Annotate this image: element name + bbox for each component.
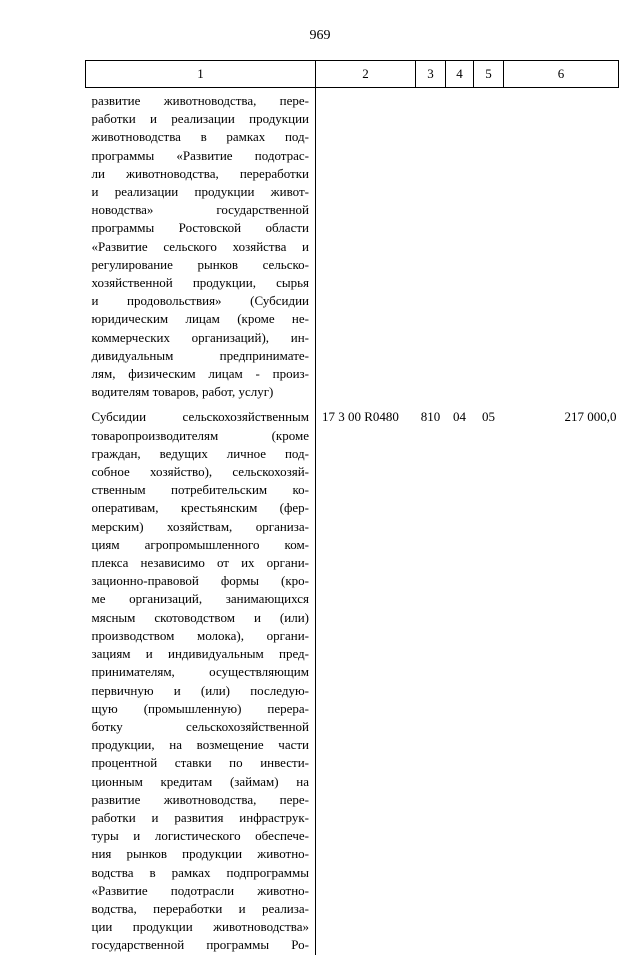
- target-article-code: [316, 88, 416, 92]
- amount: 217 000,0: [564, 409, 617, 425]
- header-col-6: 6: [504, 61, 619, 88]
- description-line: зационно-правовой формы (кро-: [91, 573, 309, 589]
- description-line: и реализации продукции живот-: [91, 184, 309, 200]
- description-line: мерским) хозяйствам, организа-: [91, 518, 309, 534]
- expense-type-code: 810: [420, 409, 441, 425]
- description-line: работки и развития инфраструк-: [91, 809, 309, 825]
- pr-cell: [474, 401, 504, 954]
- description-line: продукции, на возмещение части: [91, 737, 309, 753]
- pr-cell: [474, 88, 504, 402]
- header-col-4: 4: [446, 61, 474, 88]
- amount-cell: [504, 401, 619, 954]
- description-line: юридическим лицам (кроме не-: [91, 311, 309, 327]
- expense-type-code: [416, 88, 446, 92]
- description-line: туры и логистического обеспече-: [91, 828, 309, 844]
- description-line: циям агропромышленного ком-: [91, 536, 309, 552]
- row-description: [86, 88, 316, 401]
- description-line: принимателям, осуществляющим: [91, 664, 309, 680]
- description-line: и продовольствия» (Субсидии: [91, 293, 309, 309]
- description-line: ботку сельскохозяйственной: [91, 718, 309, 734]
- description-line: дивидуальным предпринимате-: [91, 347, 309, 363]
- description-line: программы Ростовской области: [91, 220, 309, 236]
- header-col-5: 5: [474, 61, 504, 88]
- row-description: [86, 401, 316, 954]
- description-line: Субсидии сельскохозяйственным: [91, 409, 309, 425]
- section-code: 04: [453, 409, 466, 425]
- table-row: [86, 88, 619, 402]
- description-line: коммерческих организаций), ин-: [91, 329, 309, 345]
- description-line: животноводства в рамках под-: [91, 129, 309, 145]
- description-line: развитие животноводства, пере-: [91, 791, 309, 807]
- section-code: [446, 88, 474, 92]
- description-line: водства в рамках подпрограммы: [91, 864, 309, 880]
- table-header-row: [86, 61, 619, 88]
- description-line: лям, физическим лицам - произ-: [91, 366, 309, 382]
- page-number: 969: [309, 28, 331, 43]
- description-line: ли животноводства, переработки: [91, 165, 309, 181]
- description-line: первичную и (или) последую-: [91, 682, 309, 698]
- description-line: ционным кредитам (займам) на: [91, 773, 309, 789]
- description-line: развитие животноводства, пере-: [91, 93, 309, 108]
- vr-cell: [416, 401, 446, 954]
- description-cell: [86, 88, 316, 402]
- description-line: щую (промышленную) перера-: [91, 700, 309, 716]
- description-line: собное хозяйство), сельскохозяй-: [91, 464, 309, 480]
- header-col-2: 2: [316, 61, 416, 88]
- description-line: хозяйственной продукции, сырья: [91, 275, 309, 291]
- description-line: граждан, ведущих личное под-: [91, 445, 309, 461]
- description-line: ме организаций, занимающихся: [91, 591, 309, 607]
- rz-cell: [446, 401, 474, 954]
- header-col-3: 3: [416, 61, 446, 88]
- amount-cell: [504, 88, 619, 402]
- description-line: «Развитие сельского хозяйства и: [91, 238, 309, 254]
- description-line: «Развитие подотрасли животно-: [91, 882, 309, 898]
- description-line: регулирование рынков сельско-: [91, 256, 309, 272]
- description-line: новодства» государственной: [91, 202, 309, 218]
- amount: [504, 88, 619, 92]
- description-cell: [86, 401, 316, 954]
- description-line: плекса независимо от их органи-: [91, 555, 309, 571]
- description-line: водства, переработки и реализа-: [91, 900, 309, 916]
- description-line: ния рынков продукции животно-: [91, 846, 309, 862]
- description-line: водителям товаров, работ, услуг): [91, 384, 274, 400]
- rz-cell: [446, 88, 474, 402]
- budget-table: [85, 60, 619, 955]
- description-line: работки и реализации продукции: [91, 111, 309, 127]
- subsection-code: 05: [482, 409, 495, 425]
- description-line: мясным скотоводством и (или): [91, 609, 309, 625]
- csr-cell: [316, 88, 416, 402]
- description-line: ственным потребительским ко-: [91, 482, 309, 498]
- description-line: производством молока), органи-: [91, 627, 309, 643]
- vr-cell: [416, 88, 446, 402]
- target-article-code: 17 3 00 R0480: [322, 409, 399, 425]
- description-line: программы «Развитие подотрас-: [91, 147, 309, 163]
- description-line: товаропроизводителям (кроме: [91, 427, 309, 443]
- description-line: государственной программы Ро-: [91, 937, 309, 953]
- description-line: ции продукции животноводства»: [91, 919, 309, 935]
- header-col-1: 1: [86, 61, 316, 88]
- table-row: [86, 401, 619, 954]
- description-line: оперативам, крестьянским (фер-: [91, 500, 309, 516]
- subsection-code: [474, 88, 504, 92]
- description-line: зациям и индивидуальным пред-: [91, 646, 309, 662]
- csr-cell: [316, 401, 416, 954]
- description-line: процентной ставки по инвести-: [91, 755, 309, 771]
